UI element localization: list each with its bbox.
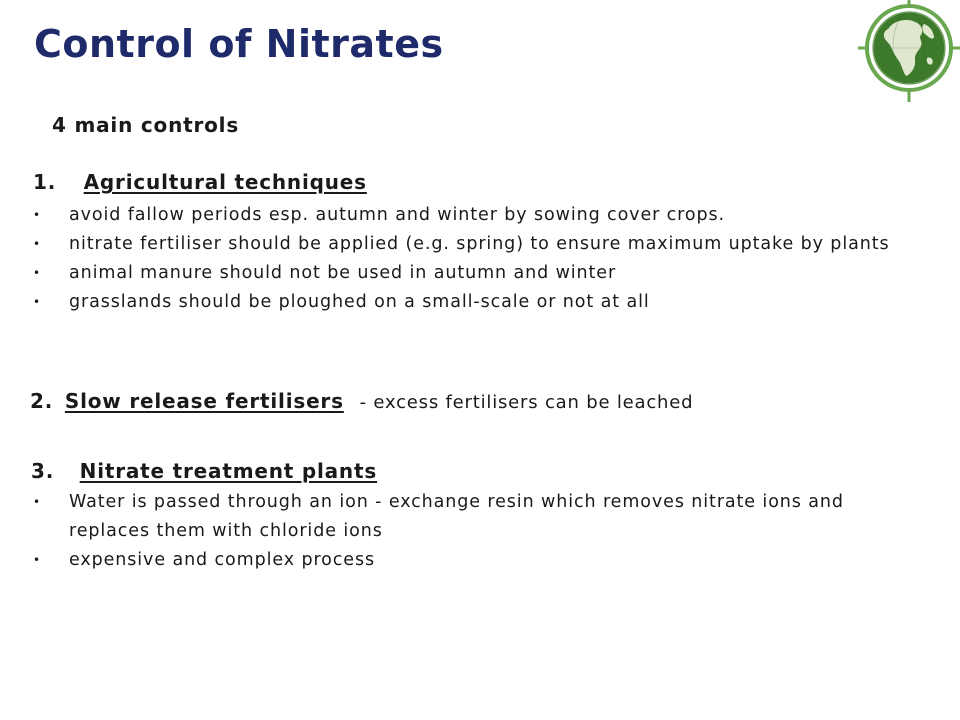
section-title: Slow release fertilisers <box>64 389 344 413</box>
section-3-bullets <box>32 488 912 575</box>
section-title: Agricultural techniques <box>83 170 367 194</box>
section-1-bullets <box>32 201 892 317</box>
slide-title: Control of Nitrates <box>34 22 444 66</box>
bullet-icon: • <box>33 208 41 222</box>
bullet-icon: • <box>33 266 41 280</box>
bullet-text: Water is passed through an ion - exchange resin which removes nitrate ions and replaces them with chloride ions <box>69 492 844 541</box>
list-item <box>32 546 912 575</box>
list-item <box>32 230 892 259</box>
subtitle: 4 main controls <box>52 113 240 137</box>
bullet-icon: • <box>33 237 41 251</box>
bullet-icon: • <box>33 495 41 509</box>
bullet-text: nitrate fertiliser should be applied (e.g. spring) to ensure maximum uptake by plants <box>69 234 890 254</box>
section-suffix: - excess fertilisers can be leached <box>359 392 694 413</box>
section-2-heading <box>30 389 693 413</box>
bullet-icon: • <box>33 553 41 567</box>
list-item <box>32 201 892 230</box>
globe-crosshair-icon <box>858 0 960 102</box>
section-number: 3. <box>31 459 55 483</box>
section-1-heading <box>33 170 367 194</box>
bullet-text: animal manure should not be used in autumn and winter <box>69 263 617 283</box>
bullet-text: expensive and complex process <box>69 550 376 570</box>
section-3-heading <box>31 459 377 483</box>
list-item <box>32 288 892 317</box>
list-item <box>32 488 912 546</box>
section-number: 1. <box>33 170 57 194</box>
section-title: Nitrate treatment plants <box>79 459 378 483</box>
bullet-icon: • <box>33 295 41 309</box>
bullet-text: grasslands should be ploughed on a small-scale or not at all <box>69 292 650 312</box>
section-number: 2. <box>30 389 54 413</box>
list-item <box>32 259 892 288</box>
bullet-text: avoid fallow periods esp. autumn and winter by sowing cover crops. <box>69 205 725 225</box>
